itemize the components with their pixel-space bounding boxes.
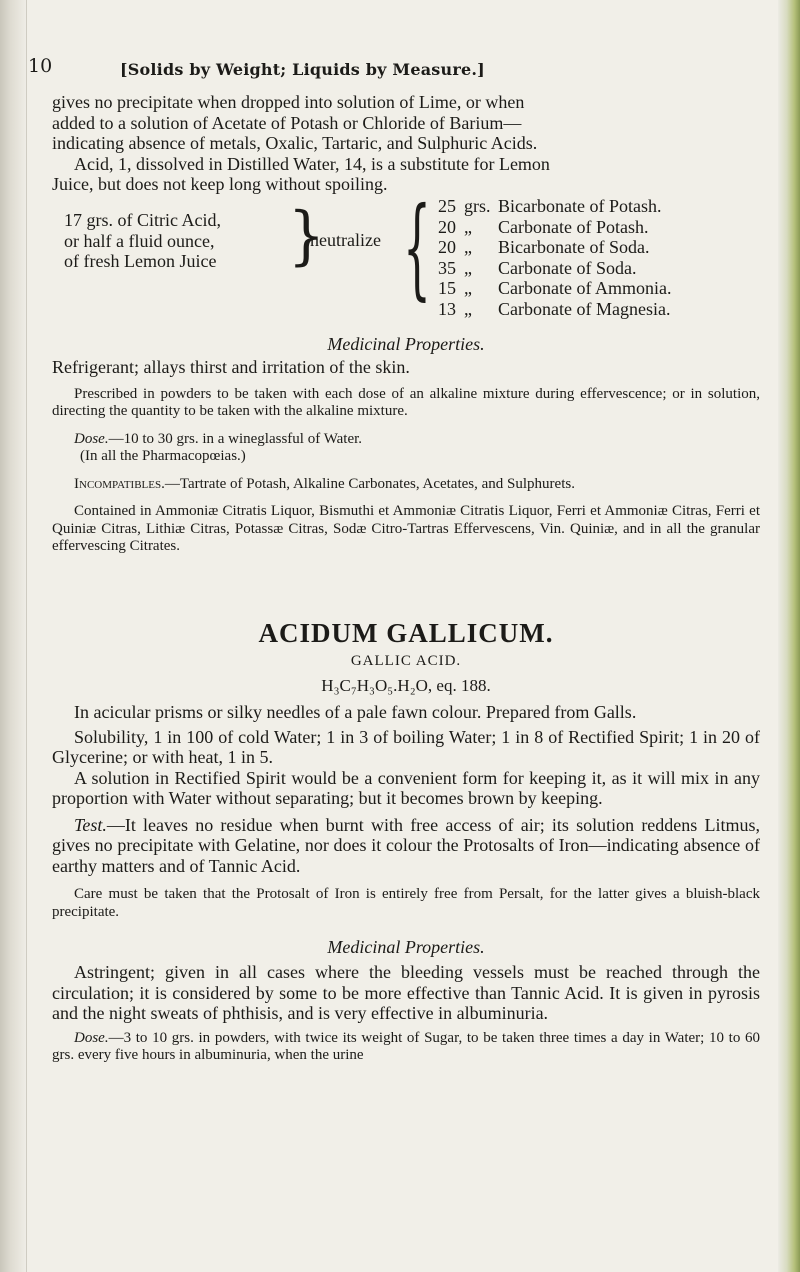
incompatibles-label: Incompatibles. (74, 475, 165, 492)
amount: 15 (438, 278, 456, 298)
citric-medicinal-section (52, 334, 760, 556)
incompatibles (52, 476, 760, 494)
left-brace: { (403, 183, 431, 311)
section-heading: Medicinal Properties. (327, 334, 485, 354)
intro-line: indicating absence of metals, Oxalic, Tartaric, and Sulphuric Acids. (52, 133, 538, 153)
monograph-title: ACIDUM GALLICUM. (258, 618, 554, 648)
prescription-note: Prescribed in powders to be taken with each dose of an alkaline mixture during effervescence; or in solution, directing the quantity to be taken with the alkaline mixture. (52, 385, 760, 419)
chemical-formula: H₃C₇H₃O₅.H₂O, eq. 188. (321, 676, 491, 695)
unit: „ (464, 216, 472, 237)
substance: Carbonate of Magnesia. (498, 298, 671, 319)
equivalent-line: of fresh Lemon Juice (64, 251, 217, 271)
intro-paragraph (52, 92, 760, 195)
intro-line: Juice, but does not keep long without spoiling. (52, 174, 388, 194)
equivalent-line: or half a fluid ounce, (64, 230, 215, 251)
incompatibles-text: —Tartrate of Potash, Alkaline Carbonates, Acetates, and Sulphurets. (164, 475, 575, 492)
amount: 25 (438, 196, 456, 216)
properties-text: Refrigerant; allays thirst and irritation of the skin. (52, 357, 410, 377)
running-header: [Solids by Weight; Liquids by Measure.] (120, 60, 485, 79)
unit: grs. (464, 196, 491, 216)
section-heading: Medicinal Properties. (327, 937, 485, 957)
solution-note: A solution in Rectified Spirit would be a convenient form for keeping it, as it will mix in any proportion with Water without separating; but it becomes brown by keeping. (52, 767, 760, 808)
carbonate-row (438, 278, 671, 299)
substance: Bicarbonate of Soda. (498, 237, 650, 257)
right-brace: } (288, 197, 325, 273)
unit: „ (464, 278, 472, 298)
substance: Carbonate of Ammonia. (498, 278, 672, 298)
dose-label: Dose. (74, 1029, 109, 1046)
carbonate-row (438, 299, 671, 320)
dose-text: —10 to 30 grs. in a wineglassful of Water. (108, 430, 363, 447)
carbonate-row (438, 217, 671, 238)
carbonate-row (438, 258, 671, 279)
carbonate-row (438, 196, 671, 217)
unit: „ (464, 237, 472, 257)
neutralize-verb: neutralize (310, 230, 381, 250)
test-label: Test. (74, 814, 107, 835)
dose-label: Dose. (74, 430, 109, 447)
dose-line (52, 431, 760, 449)
contained-in: Contained in Ammoniæ Citratis Liquor, Bismuthi et Ammoniæ Citratis Liquor, Ferri et Ammoniæ Citras, Ferri et Quiniæ Citras, Lithiæ Citras, Potassæ Citras, Sodæ Citro-Tartras Effervescens, Vin. Quiniæ, and in all the granular effervescing Citrates. (52, 503, 760, 554)
solubility: Solubility, 1 in 100 of cold Water; 1 in 3 of boiling Water; 1 in 8 of Rectified Spirit; 1 in 20 of Glycerine; or with heat, 1 in 5. (52, 726, 760, 767)
substance: Carbonate of Soda. (498, 257, 637, 278)
test-text: —It leaves no residue when burnt with free access of air; its solution reddens Litmus, gives no precipitate with Gelatine, nor does it colour the Protosalts of Iron—indicating absence of earthy matters and of Tannic Acid. (52, 814, 760, 876)
binding-gutter (0, 0, 27, 1272)
amount: 20 (438, 237, 456, 257)
amount: 13 (438, 298, 456, 319)
dose-text: —3 to 10 grs. in powders, with twice its weight of Sugar, to be taken three times a day in Water; 10 to 60 grs. every five hours in albuminuria, when the urine (52, 1029, 760, 1063)
description: In acicular prisms or silky needles of a pale fawn colour. Prepared from Galls. (74, 702, 637, 722)
care-note: Care must be taken that the Protosalt of Iron is entirely free from Persalt, for the latter gives a bluish-black precipitate. (52, 886, 760, 920)
amount: 35 (438, 257, 456, 278)
carbonate-list (438, 196, 671, 319)
medicinal-text: Astringent; given in all cases where the bleeding vessels must be reached through the circulation; it is considered by some to be more effective than Tannic Acid. It is given in pyrosis and the night sweats of phthisis, and is very effective in albuminuria. (52, 962, 760, 1023)
intro-line: gives no precipitate when dropped into solution of Lime, or when (52, 92, 525, 112)
amount: 20 (438, 216, 456, 237)
equivalent-line: 17 grs. of Citric Acid, (64, 210, 221, 230)
unit: „ (464, 298, 472, 319)
carbonate-row (438, 237, 671, 258)
gallic-acid-section (52, 618, 760, 1065)
substance: Carbonate of Potash. (498, 216, 649, 237)
substance: Bicarbonate of Potash. (498, 196, 662, 216)
test (52, 815, 760, 877)
dose-line (52, 1030, 760, 1065)
intro-line: added to a solution of Acetate of Potash or Chloride of Barium— (52, 112, 522, 133)
dose-note: (In all the Pharmacopœias.) (80, 448, 246, 464)
page-edge (778, 0, 800, 1272)
intro-line: Acid, 1, dissolved in Distilled Water, 14, is a substitute for Lemon (74, 153, 550, 174)
lemon-juice-equivalent (64, 210, 221, 272)
page-number: 10 (28, 55, 53, 77)
monograph-subtitle: GALLIC ACID. (350, 653, 462, 669)
unit: „ (464, 257, 472, 278)
